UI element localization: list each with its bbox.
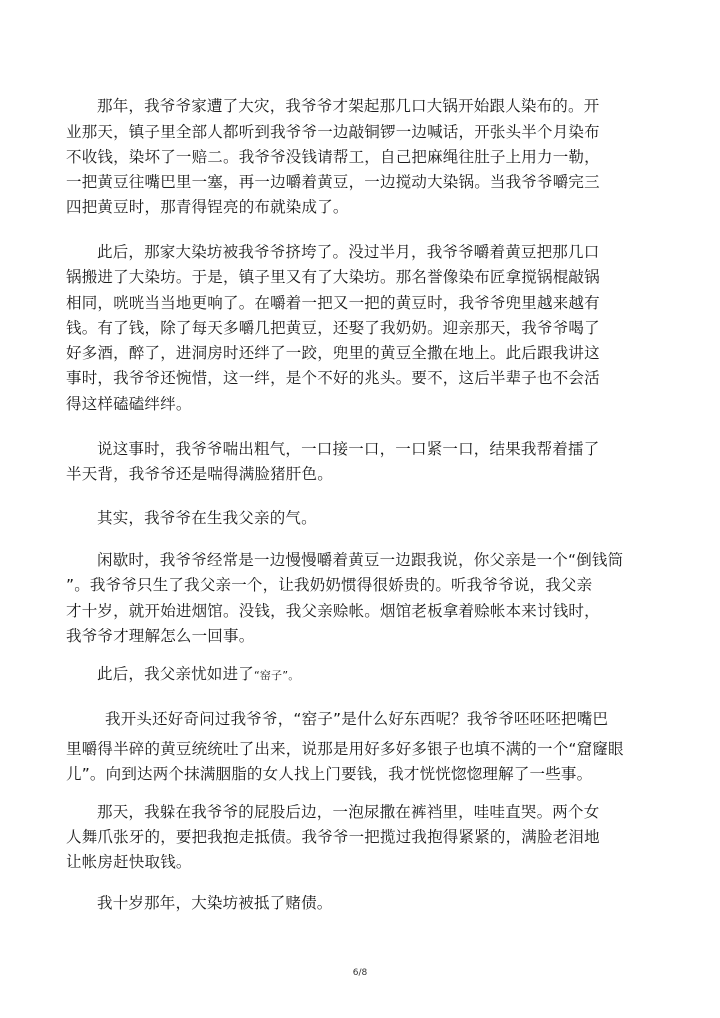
paragraph-line	[97, 664, 299, 686]
paragraph-line: 里嚼得半碎的黄豆统统吐了出来，说那是用好多好多银子也填不满的一个“窟窿眼	[66, 740, 624, 758]
paragraph-line: 那天，我躲在我爷爷的屁股后边，一泡尿撒在裤裆里，哇哇直哭。两个女	[97, 803, 600, 821]
paragraph-line: 让帐房赶快取钱。	[66, 853, 192, 871]
paragraph-line: 钱。有了钱，除了每天多嚼几把黄豆，还娶了我奶奶。迎亲那天，我爷爷喝了	[66, 319, 600, 337]
paragraph-line: 一把黄豆往嘴巴里一塞，再一边嚼着黄豆，一边搅动大染锅。当我爷爷嚼完三	[66, 173, 600, 191]
paragraph-line: 那年，我爷爷家遭了大灾，我爷爷才架起那几口大锅开始跟人染布的。开	[97, 97, 600, 115]
paragraph-line: 事时，我爷爷还惋惜，这一绊，是个不好的兆头。要不，这后半辈子也不会活	[66, 369, 600, 387]
paragraph-line: 我开头还好奇问过我爷爷，“窑子”是什么好东西呢？我爷爷呸呸呸把嘴巴	[105, 710, 609, 728]
paragraph-line: 我十岁那年，大染坊被抵了赌债。	[97, 894, 333, 912]
paragraph-line: 此后，那家大染坊被我爷爷挤垮了。没过半月，我爷爷嚼着黄豆把那几口	[97, 243, 600, 261]
paragraph-line: 不收钱，染坏了一赔二。我爷爷没钱请帮工，自己把麻绳往肚子上用力一勒，	[66, 148, 600, 166]
paragraph-line: 闲歇时，我爷爷经常是一边慢慢嚼着黄豆一边跟我说，你父亲是一个“倒钱筒	[97, 551, 624, 569]
paragraph-line: 锅搬进了大染坊。于是，镇子里又有了大染坊。那名誉像染布匠拿搅锅棍敲锅	[66, 268, 600, 286]
page-number: 6/8	[352, 968, 368, 978]
paragraph-line: 我爷爷才理解怎么一回事。	[66, 627, 255, 645]
paragraph-line: 其实，我爷爷在生我父亲的气。	[97, 509, 317, 527]
paragraph-line: 说这事时，我爷爷喘出粗气，一口接一口，一口紧一口，结果我帮着擂了	[97, 440, 600, 458]
paragraph-line: 儿”。向到达两个抹满胭脂的女人找上门要钱，我才恍恍惚惚理解了一些事。	[66, 765, 593, 783]
paragraph-line: 四把黄豆时，那青得锃亮的布就染成了。	[66, 198, 349, 216]
paragraph-line: 得这样磕磕绊绊。	[66, 395, 192, 413]
paragraph-text: 此后，我父亲忧如进了	[97, 665, 255, 683]
paragraph-line: ”。我爷爷只生了我父亲一个，让我奶奶惯得很娇贵的。听我爷爷说，我父亲	[66, 576, 593, 594]
paragraph-line: 半天背，我爷爷还是喘得满脸猪肝色。	[66, 465, 333, 483]
paragraph-line: 才十岁，就开始进烟馆。没钱，我父亲赊帐。烟馆老板拿着赊帐本来讨钱时，	[66, 602, 600, 620]
paragraph-line: 相同，咣咣当当地更响了。在嚼着一把又一把的黄豆时，我爷爷兜里越来越有	[66, 294, 600, 312]
paragraph-line: 好多酒，醉了，进洞房时还绊了一跤，兜里的黄豆全撒在地上。此后跟我讲这	[66, 344, 600, 362]
paragraph-line: 业那天，镇子里全部人都听到我爷爷一边敲铜锣一边喊话，开张头半个月染布	[66, 123, 600, 141]
paragraph-line: 人舞爪张牙的，要把我抱走抵债。我爷爷一把揽过我抱得紧紧的，满脸老泪地	[66, 828, 600, 846]
quoted-term: “窑子”。	[254, 669, 300, 682]
